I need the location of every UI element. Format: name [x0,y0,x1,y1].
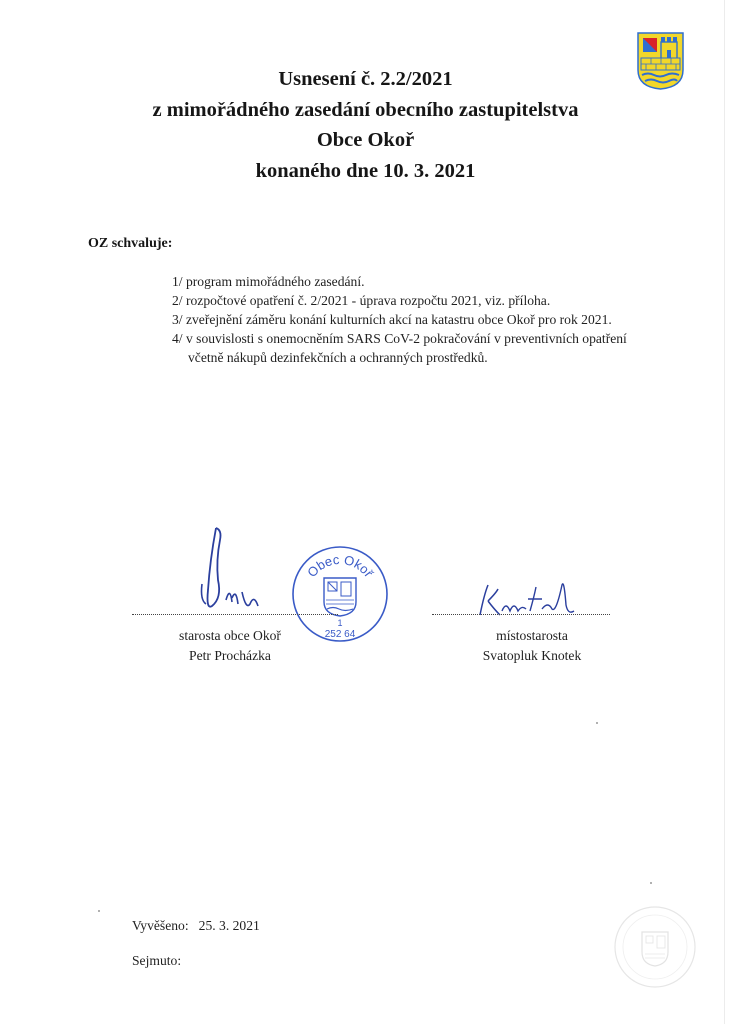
title-line-1: Usnesení č. 2.2/2021 [278,68,453,90]
posted-label: Vyvěšeno: [132,918,189,933]
mayor-name: Petr Procházka [189,648,271,663]
list-item: 1/ program mimořádného zasedání. [172,274,365,289]
deputy-signature-line [432,614,610,615]
removed-row [132,953,191,969]
posted-date: 25. 3. 2021 [198,918,260,933]
stamp-number: 1 [337,618,343,628]
list-item: 2/ rozpočtové opatření č. 2/2021 - úprava rozpočtu 2021, viz. příloha. [172,293,551,308]
mayor-signature [196,520,266,620]
embossed-seal-icon [612,904,698,990]
mayor-signature-line [132,614,338,615]
mayor-role: starosta obce Okoř [179,628,281,643]
mayor-caption [150,626,310,666]
title-line-4: konaného dne 10. 3. 2021 [255,159,476,182]
approval-label: OZ schvaluje: [88,236,173,251]
stamp-postcode: 252 64 [324,629,356,640]
posted-row [132,918,260,934]
scan-speck [596,722,598,724]
deputy-role: místostarosta [496,628,568,643]
removed-label: Sejmuto: [132,953,182,968]
title-line-2: z mimořádného zasedání obecního zastupitelstva [152,98,579,121]
scan-speck [650,882,652,884]
resolution-title [0,64,731,186]
list-item: 3/ zveřejnění záměru konání kulturních akcí na katastru obce Okoř pro rok 2021. [172,312,612,327]
title-line-3: Obce Okoř [316,129,415,151]
deputy-name: Svatopluk Knotek [482,648,582,663]
list-item: 4/ v souvislosti s onemocněním SARS CoV-2 pokračování v preventivních opatření včetně nákupů dezinfekčních a ochranných prostředků. [172,331,627,365]
approval-list [172,272,642,367]
scan-speck [98,910,100,912]
deputy-caption [452,626,612,666]
stamp-top-text: Obec Okoř [304,551,377,581]
